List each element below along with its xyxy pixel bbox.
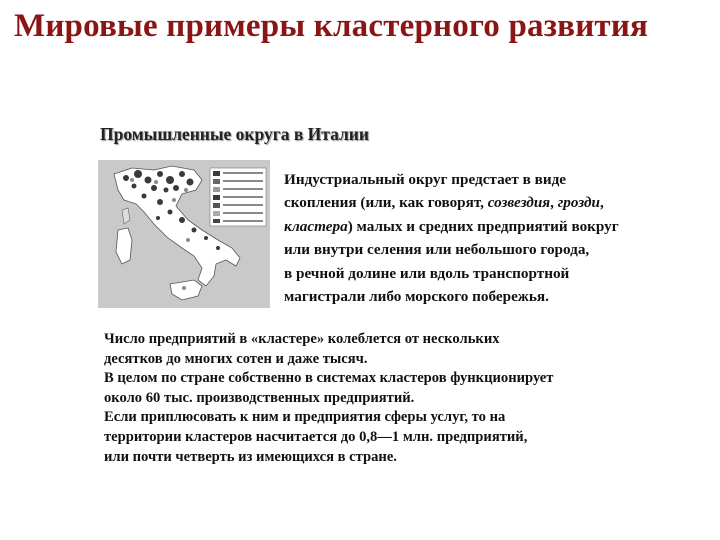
paragraph-line: десятков до многих сотен и даже тысяч. (104, 350, 368, 367)
paragraph-line: скопления (или, как говорят, созвездия, грозди, (284, 194, 604, 212)
slide-subtitle: Промышленные округа в Италии (100, 124, 369, 144)
paragraph-line: или внутри селения или небольшого города, (284, 241, 590, 259)
paragraph-line: кластера) малых и средних предприятий вокруг (284, 217, 619, 235)
cluster-statistics-paragraph (104, 330, 704, 467)
italy-map-icon (98, 160, 270, 308)
paragraph-line: около 60 тыс. производственных предприятий. (104, 389, 415, 406)
paragraph-line: или почти четверть из имеющихся в стране. (104, 448, 397, 465)
italy-map-image (98, 160, 270, 308)
paragraph-line: В целом по стране собственно в системах кластеров функционирует (104, 370, 554, 387)
paragraph-line: магистрали либо морского побережья. (284, 288, 549, 306)
slide-title: Мировые примеры кластерного развития (14, 8, 649, 44)
paragraph-line: Если приплюсовать к ним и предприятия сферы услуг, то на (104, 409, 506, 426)
paragraph-line: Число предприятий в «кластере» колеблется от нескольких (104, 331, 500, 347)
cluster-definition-paragraph (284, 168, 704, 308)
paragraph-line: Индустриальный округ предстает в виде (284, 171, 567, 188)
paragraph-line: в речной долине или вдоль транспортной (284, 264, 570, 282)
paragraph-line: территории кластеров насчитается до 0,8—1 млн. предприятий, (104, 428, 528, 445)
